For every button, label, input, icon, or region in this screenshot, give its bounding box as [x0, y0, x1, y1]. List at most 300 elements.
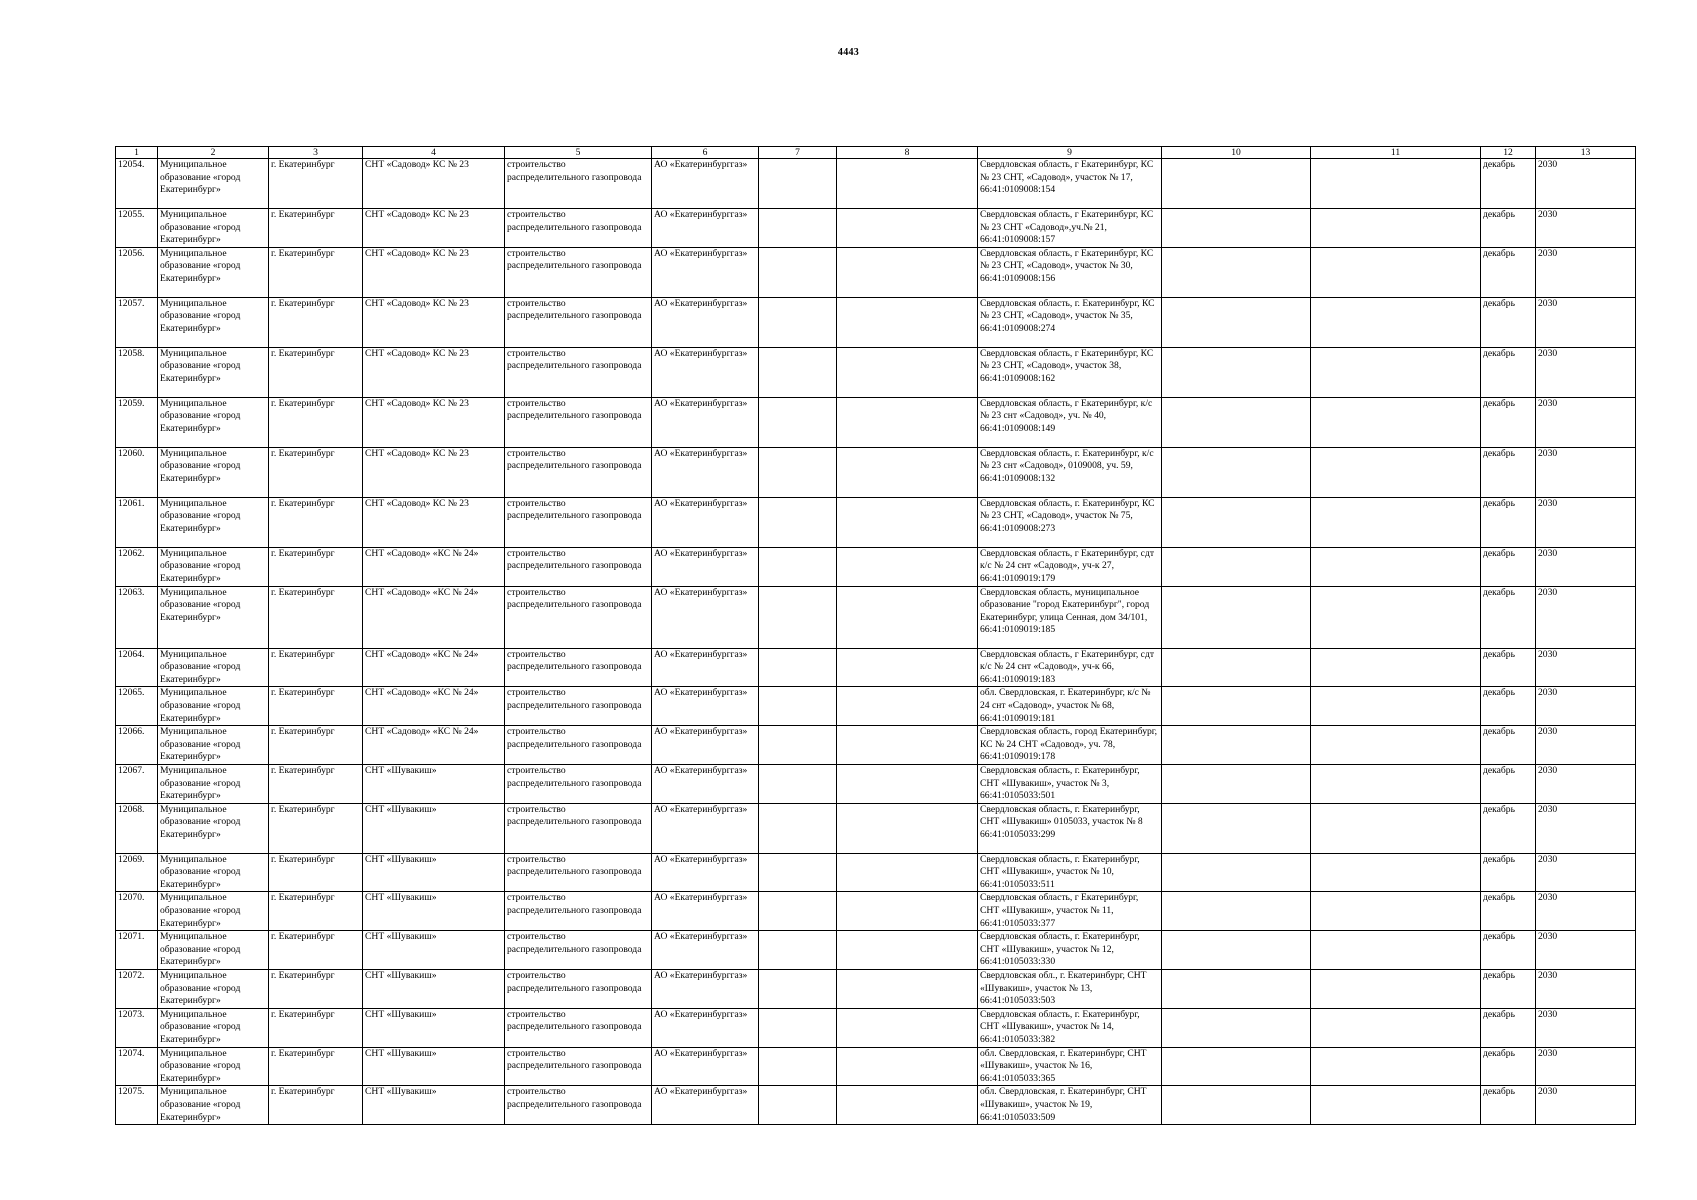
- address-cell: Свердловская область, г Екатеринбург, к/с № 23 снт «Садовод», уч. № 40, 66:41:0109008:149: [978, 397, 1162, 447]
- table-row: [116, 970, 1636, 1009]
- column-10-cell: [1162, 648, 1311, 687]
- column-10-cell: [1162, 447, 1311, 497]
- column-number-8: 8: [837, 147, 978, 159]
- year-cell: 2030: [1536, 159, 1636, 209]
- table-row: [116, 209, 1636, 248]
- snt-name-cell: СНТ «Садовод» «КС № 24»: [363, 586, 505, 648]
- address-cell: Свердловская область, г Екатеринбург, КС № 23 СНТ «Садовод»,уч.№ 21, 66:41:0109008:157: [978, 209, 1162, 248]
- city-cell: г. Екатеринбург: [269, 931, 363, 970]
- column-11-cell: [1311, 397, 1481, 447]
- address-cell: Свердловская область, г Екатеринбург, сдт к/с № 24 снт «Садовод», уч-к 66, 66:41:0109019:183: [978, 648, 1162, 687]
- column-8-cell: [837, 764, 978, 803]
- column-11-cell: [1311, 247, 1481, 297]
- column-10-cell: [1162, 159, 1311, 209]
- year-cell: 2030: [1536, 297, 1636, 347]
- table-row: [116, 1008, 1636, 1047]
- snt-name-cell: СНТ «Шувакиш»: [363, 853, 505, 892]
- address-cell: Свердловская область, г. Екатеринбург, СНТ «Шувакиш», участок № 3, 66:41:0105033:501: [978, 764, 1162, 803]
- column-number-2: 2: [158, 147, 269, 159]
- column-number-6: 6: [652, 147, 759, 159]
- column-7-cell: [759, 892, 837, 931]
- table-row: [116, 1047, 1636, 1086]
- municipality-cell: Муниципальное образование «город Екатеринбург»: [158, 726, 269, 765]
- city-cell: г. Екатеринбург: [269, 297, 363, 347]
- row-number-cell: 12062.: [116, 547, 158, 586]
- work-type-cell: строительство распределительного газопровода: [505, 687, 652, 726]
- table-row: [116, 648, 1636, 687]
- column-7-cell: [759, 297, 837, 347]
- address-cell: Свердловская область, г. Екатеринбург, СНТ «Шувакиш», участок № 12, 66:41:0105033:330: [978, 931, 1162, 970]
- column-7-cell: [759, 447, 837, 497]
- table-row: [116, 159, 1636, 209]
- city-cell: г. Екатеринбург: [269, 497, 363, 547]
- organization-cell: АО «Екатеринбурггаз»: [652, 1047, 759, 1086]
- municipality-cell: Муниципальное образование «город Екатеринбург»: [158, 648, 269, 687]
- table-row: [116, 497, 1636, 547]
- year-cell: 2030: [1536, 803, 1636, 853]
- column-11-cell: [1311, 1008, 1481, 1047]
- work-type-cell: строительство распределительного газопровода: [505, 547, 652, 586]
- year-cell: 2030: [1536, 931, 1636, 970]
- row-number-cell: 12066.: [116, 726, 158, 765]
- column-7-cell: [759, 586, 837, 648]
- column-11-cell: [1311, 853, 1481, 892]
- column-8-cell: [837, 892, 978, 931]
- municipality-cell: Муниципальное образование «город Екатеринбург»: [158, 447, 269, 497]
- organization-cell: АО «Екатеринбурггаз»: [652, 1086, 759, 1125]
- snt-name-cell: СНТ «Садовод» «КС № 24»: [363, 687, 505, 726]
- work-type-cell: строительство распределительного газопровода: [505, 397, 652, 447]
- month-cell: декабрь: [1481, 547, 1536, 586]
- column-11-cell: [1311, 159, 1481, 209]
- row-number-cell: 12074.: [116, 1047, 158, 1086]
- address-cell: Свердловская область, г Екатеринбург, КС № 23 СНТ, «Садовод», участок 38, 66:41:0109008:162: [978, 347, 1162, 397]
- column-number-3: 3: [269, 147, 363, 159]
- organization-cell: АО «Екатеринбурггаз»: [652, 853, 759, 892]
- column-number-row: [116, 147, 1636, 159]
- month-cell: декабрь: [1481, 497, 1536, 547]
- column-10-cell: [1162, 687, 1311, 726]
- table-row: [116, 803, 1636, 853]
- city-cell: г. Екатеринбург: [269, 687, 363, 726]
- table-row: [116, 586, 1636, 648]
- page-number: 4443: [837, 47, 860, 58]
- snt-name-cell: СНТ «Садовод» КС № 23: [363, 159, 505, 209]
- column-10-cell: [1162, 247, 1311, 297]
- month-cell: декабрь: [1481, 586, 1536, 648]
- month-cell: декабрь: [1481, 247, 1536, 297]
- city-cell: г. Екатеринбург: [269, 1047, 363, 1086]
- municipality-cell: Муниципальное образование «город Екатеринбург»: [158, 586, 269, 648]
- column-8-cell: [837, 497, 978, 547]
- municipality-cell: Муниципальное образование «город Екатеринбург»: [158, 931, 269, 970]
- row-number-cell: 12059.: [116, 397, 158, 447]
- column-10-cell: [1162, 397, 1311, 447]
- table-row: [116, 447, 1636, 497]
- address-cell: Свердловская область, г. Екатеринбург, СНТ «Шувакиш», участок № 14, 66:41:0105033:382: [978, 1008, 1162, 1047]
- organization-cell: АО «Екатеринбурггаз»: [652, 209, 759, 248]
- month-cell: декабрь: [1481, 803, 1536, 853]
- municipality-cell: Муниципальное образование «город Екатеринбург»: [158, 347, 269, 397]
- snt-name-cell: СНТ «Шувакиш»: [363, 1086, 505, 1125]
- address-cell: Свердловская область, г. Екатеринбург, КС № 23 СНТ, «Садовод», участок № 35, 66:41:0109008:274: [978, 297, 1162, 347]
- column-number-11: 11: [1311, 147, 1481, 159]
- column-8-cell: [837, 931, 978, 970]
- organization-cell: АО «Екатеринбурггаз»: [652, 586, 759, 648]
- year-cell: 2030: [1536, 970, 1636, 1009]
- snt-name-cell: СНТ «Садовод» «КС № 24»: [363, 547, 505, 586]
- snt-name-cell: СНТ «Садовод» КС № 23: [363, 209, 505, 248]
- column-8-cell: [837, 297, 978, 347]
- column-7-cell: [759, 497, 837, 547]
- column-7-cell: [759, 648, 837, 687]
- work-type-cell: строительство распределительного газопровода: [505, 931, 652, 970]
- year-cell: 2030: [1536, 209, 1636, 248]
- table-row: [116, 931, 1636, 970]
- year-cell: 2030: [1536, 1086, 1636, 1125]
- row-number-cell: 12054.: [116, 159, 158, 209]
- month-cell: декабрь: [1481, 764, 1536, 803]
- year-cell: 2030: [1536, 397, 1636, 447]
- year-cell: 2030: [1536, 497, 1636, 547]
- month-cell: декабрь: [1481, 1008, 1536, 1047]
- organization-cell: АО «Екатеринбурггаз»: [652, 764, 759, 803]
- column-number-9: 9: [978, 147, 1162, 159]
- column-number-10: 10: [1162, 147, 1311, 159]
- address-cell: Свердловская область, г. Екатеринбург, КС № 23 СНТ, «Садовод», участок № 75, 66:41:0109008:273: [978, 497, 1162, 547]
- address-cell: Свердловская обл., г. Екатеринбург, СНТ «Шувакиш», участок № 13, 66:41:0105033:503: [978, 970, 1162, 1009]
- work-type-cell: строительство распределительного газопровода: [505, 1008, 652, 1047]
- work-type-cell: строительство распределительного газопровода: [505, 347, 652, 397]
- snt-name-cell: СНТ «Садовод» «КС № 24»: [363, 648, 505, 687]
- column-11-cell: [1311, 970, 1481, 1009]
- address-cell: Свердловская область, г. Екатеринбург, СНТ «Шувакиш», участок № 10, 66:41:0105033:511: [978, 853, 1162, 892]
- column-8-cell: [837, 1047, 978, 1086]
- city-cell: г. Екатеринбург: [269, 1086, 363, 1125]
- data-table: [115, 146, 1636, 1125]
- municipality-cell: Муниципальное образование «город Екатеринбург»: [158, 970, 269, 1009]
- row-number-cell: 12075.: [116, 1086, 158, 1125]
- column-7-cell: [759, 159, 837, 209]
- work-type-cell: строительство распределительного газопровода: [505, 247, 652, 297]
- address-cell: обл. Свердловская, г. Екатеринбург, к/с № 24 снт «Садовод», участок № 68, 66:41:0109019:181: [978, 687, 1162, 726]
- row-number-cell: 12071.: [116, 931, 158, 970]
- column-7-cell: [759, 803, 837, 853]
- year-cell: 2030: [1536, 892, 1636, 931]
- address-cell: обл. Свердловская, г. Екатеринбург, СНТ «Шувакиш», участок № 16, 66:41:0105033:365: [978, 1047, 1162, 1086]
- municipality-cell: Муниципальное образование «город Екатеринбург»: [158, 853, 269, 892]
- month-cell: декабрь: [1481, 397, 1536, 447]
- column-number-13: 13: [1536, 147, 1636, 159]
- municipality-cell: Муниципальное образование «город Екатеринбург»: [158, 892, 269, 931]
- row-number-cell: 12067.: [116, 764, 158, 803]
- snt-name-cell: СНТ «Садовод» КС № 23: [363, 247, 505, 297]
- organization-cell: АО «Екатеринбурггаз»: [652, 803, 759, 853]
- table-row: [116, 247, 1636, 297]
- work-type-cell: строительство распределительного газопровода: [505, 497, 652, 547]
- municipality-cell: Муниципальное образование «город Екатеринбург»: [158, 397, 269, 447]
- work-type-cell: строительство распределительного газопровода: [505, 297, 652, 347]
- year-cell: 2030: [1536, 247, 1636, 297]
- city-cell: г. Екатеринбург: [269, 547, 363, 586]
- column-11-cell: [1311, 648, 1481, 687]
- column-11-cell: [1311, 547, 1481, 586]
- column-10-cell: [1162, 764, 1311, 803]
- column-11-cell: [1311, 726, 1481, 765]
- year-cell: 2030: [1536, 648, 1636, 687]
- address-cell: Свердловская область, г. Екатеринбург, к/с № 23 снт «Садовод», 0109008, уч. 59, 66:41:0109008:132: [978, 447, 1162, 497]
- month-cell: декабрь: [1481, 970, 1536, 1009]
- row-number-cell: 12061.: [116, 497, 158, 547]
- organization-cell: АО «Екатеринбурггаз»: [652, 397, 759, 447]
- column-11-cell: [1311, 347, 1481, 397]
- column-10-cell: [1162, 297, 1311, 347]
- column-11-cell: [1311, 297, 1481, 347]
- work-type-cell: строительство распределительного газопровода: [505, 726, 652, 765]
- month-cell: декабрь: [1481, 1047, 1536, 1086]
- column-10-cell: [1162, 970, 1311, 1009]
- column-number-12: 12: [1481, 147, 1536, 159]
- column-8-cell: [837, 247, 978, 297]
- municipality-cell: Муниципальное образование «город Екатеринбург»: [158, 687, 269, 726]
- table-row: [116, 726, 1636, 765]
- municipality-cell: Муниципальное образование «город Екатеринбург»: [158, 247, 269, 297]
- address-cell: Свердловская область, г Екатеринбург, КС № 23 СНТ, «Садовод», участок № 17, 66:41:0109008:154: [978, 159, 1162, 209]
- column-7-cell: [759, 931, 837, 970]
- column-8-cell: [837, 1008, 978, 1047]
- work-type-cell: строительство распределительного газопровода: [505, 1047, 652, 1086]
- snt-name-cell: СНТ «Садовод» «КС № 24»: [363, 726, 505, 765]
- row-number-cell: 12070.: [116, 892, 158, 931]
- year-cell: 2030: [1536, 764, 1636, 803]
- column-10-cell: [1162, 347, 1311, 397]
- municipality-cell: Муниципальное образование «город Екатеринбург»: [158, 497, 269, 547]
- municipality-cell: Муниципальное образование «город Екатеринбург»: [158, 297, 269, 347]
- city-cell: г. Екатеринбург: [269, 159, 363, 209]
- month-cell: декабрь: [1481, 1086, 1536, 1125]
- work-type-cell: строительство распределительного газопровода: [505, 1086, 652, 1125]
- column-number-4: 4: [363, 147, 505, 159]
- month-cell: декабрь: [1481, 931, 1536, 970]
- city-cell: г. Екатеринбург: [269, 803, 363, 853]
- city-cell: г. Екатеринбург: [269, 397, 363, 447]
- column-8-cell: [837, 687, 978, 726]
- address-cell: Свердловская область, город Екатеринбург, КС № 24 СНТ «Садовод», уч. 78, 66:41:0109019:178: [978, 726, 1162, 765]
- table-row: [116, 347, 1636, 397]
- table-row: [116, 547, 1636, 586]
- address-cell: Свердловская область, г Екатеринбург, сдт к/с № 24 снт «Садовод», уч-к 27, 66:41:0109019:179: [978, 547, 1162, 586]
- column-10-cell: [1162, 547, 1311, 586]
- column-11-cell: [1311, 892, 1481, 931]
- column-8-cell: [837, 1086, 978, 1125]
- organization-cell: АО «Екатеринбурггаз»: [652, 892, 759, 931]
- month-cell: декабрь: [1481, 726, 1536, 765]
- city-cell: г. Екатеринбург: [269, 648, 363, 687]
- city-cell: г. Екатеринбург: [269, 970, 363, 1009]
- month-cell: декабрь: [1481, 853, 1536, 892]
- organization-cell: АО «Екатеринбурггаз»: [652, 1008, 759, 1047]
- column-7-cell: [759, 1086, 837, 1125]
- column-11-cell: [1311, 1086, 1481, 1125]
- city-cell: г. Екатеринбург: [269, 247, 363, 297]
- row-number-cell: 12065.: [116, 687, 158, 726]
- column-7-cell: [759, 764, 837, 803]
- snt-name-cell: СНТ «Садовод» КС № 23: [363, 297, 505, 347]
- column-10-cell: [1162, 1047, 1311, 1086]
- organization-cell: АО «Екатеринбурггаз»: [652, 247, 759, 297]
- column-10-cell: [1162, 497, 1311, 547]
- table-row: [116, 687, 1636, 726]
- column-8-cell: [837, 547, 978, 586]
- municipality-cell: Муниципальное образование «город Екатеринбург»: [158, 547, 269, 586]
- month-cell: декабрь: [1481, 159, 1536, 209]
- year-cell: 2030: [1536, 547, 1636, 586]
- column-7-cell: [759, 726, 837, 765]
- column-10-cell: [1162, 726, 1311, 765]
- column-8-cell: [837, 648, 978, 687]
- column-7-cell: [759, 970, 837, 1009]
- column-8-cell: [837, 397, 978, 447]
- column-10-cell: [1162, 209, 1311, 248]
- organization-cell: АО «Екатеринбурггаз»: [652, 687, 759, 726]
- municipality-cell: Муниципальное образование «город Екатеринбург»: [158, 1047, 269, 1086]
- month-cell: декабрь: [1481, 648, 1536, 687]
- month-cell: декабрь: [1481, 297, 1536, 347]
- work-type-cell: строительство распределительного газопровода: [505, 447, 652, 497]
- year-cell: 2030: [1536, 347, 1636, 397]
- column-11-cell: [1311, 764, 1481, 803]
- snt-name-cell: СНТ «Шувакиш»: [363, 1047, 505, 1086]
- address-cell: Свердловская область, г Екатеринбург, СНТ «Шувакиш», участок № 11, 66:41:0105033:377: [978, 892, 1162, 931]
- municipality-cell: Муниципальное образование «город Екатеринбург»: [158, 159, 269, 209]
- address-cell: Свердловская область, муниципальное образование "город Екатеринбург", город Екатеринбург, улица Сенная, дом 34/101, 66:41:0109019:185: [978, 586, 1162, 648]
- column-7-cell: [759, 687, 837, 726]
- municipality-cell: Муниципальное образование «город Екатеринбург»: [158, 764, 269, 803]
- city-cell: г. Екатеринбург: [269, 892, 363, 931]
- organization-cell: АО «Екатеринбурггаз»: [652, 648, 759, 687]
- row-number-cell: 12068.: [116, 803, 158, 853]
- municipality-cell: Муниципальное образование «город Екатеринбург»: [158, 1008, 269, 1047]
- column-10-cell: [1162, 586, 1311, 648]
- row-number-cell: 12056.: [116, 247, 158, 297]
- snt-name-cell: СНТ «Садовод» КС № 23: [363, 347, 505, 397]
- column-10-cell: [1162, 1008, 1311, 1047]
- work-type-cell: строительство распределительного газопровода: [505, 853, 652, 892]
- work-type-cell: строительство распределительного газопровода: [505, 209, 652, 248]
- snt-name-cell: СНТ «Шувакиш»: [363, 892, 505, 931]
- column-8-cell: [837, 586, 978, 648]
- table-row: [116, 764, 1636, 803]
- column-8-cell: [837, 803, 978, 853]
- snt-name-cell: СНТ «Шувакиш»: [363, 803, 505, 853]
- row-number-cell: 12069.: [116, 853, 158, 892]
- column-8-cell: [837, 970, 978, 1009]
- column-8-cell: [837, 726, 978, 765]
- column-number-7: 7: [759, 147, 837, 159]
- column-11-cell: [1311, 497, 1481, 547]
- city-cell: г. Екатеринбург: [269, 586, 363, 648]
- row-number-cell: 12073.: [116, 1008, 158, 1047]
- column-8-cell: [837, 853, 978, 892]
- year-cell: 2030: [1536, 853, 1636, 892]
- column-8-cell: [837, 159, 978, 209]
- column-7-cell: [759, 397, 837, 447]
- column-7-cell: [759, 1047, 837, 1086]
- column-11-cell: [1311, 586, 1481, 648]
- column-11-cell: [1311, 803, 1481, 853]
- snt-name-cell: СНТ «Шувакиш»: [363, 764, 505, 803]
- month-cell: декабрь: [1481, 209, 1536, 248]
- organization-cell: АО «Екатеринбурггаз»: [652, 726, 759, 765]
- column-7-cell: [759, 209, 837, 248]
- month-cell: декабрь: [1481, 687, 1536, 726]
- city-cell: г. Екатеринбург: [269, 726, 363, 765]
- column-11-cell: [1311, 447, 1481, 497]
- row-number-cell: 12072.: [116, 970, 158, 1009]
- city-cell: г. Екатеринбург: [269, 1008, 363, 1047]
- organization-cell: АО «Екатеринбурггаз»: [652, 970, 759, 1009]
- organization-cell: АО «Екатеринбурггаз»: [652, 297, 759, 347]
- municipality-cell: Муниципальное образование «город Екатеринбург»: [158, 209, 269, 248]
- column-10-cell: [1162, 803, 1311, 853]
- row-number-cell: 12057.: [116, 297, 158, 347]
- column-number-5: 5: [505, 147, 652, 159]
- month-cell: декабрь: [1481, 347, 1536, 397]
- organization-cell: АО «Екатеринбурггаз»: [652, 447, 759, 497]
- column-7-cell: [759, 347, 837, 397]
- month-cell: декабрь: [1481, 447, 1536, 497]
- month-cell: декабрь: [1481, 892, 1536, 931]
- row-number-cell: 12063.: [116, 586, 158, 648]
- column-10-cell: [1162, 892, 1311, 931]
- column-8-cell: [837, 347, 978, 397]
- organization-cell: АО «Екатеринбурггаз»: [652, 159, 759, 209]
- column-11-cell: [1311, 687, 1481, 726]
- column-11-cell: [1311, 931, 1481, 970]
- year-cell: 2030: [1536, 687, 1636, 726]
- year-cell: 2030: [1536, 586, 1636, 648]
- table-row: [116, 397, 1636, 447]
- snt-name-cell: СНТ «Шувакиш»: [363, 1008, 505, 1047]
- column-7-cell: [759, 247, 837, 297]
- table-row: [116, 892, 1636, 931]
- work-type-cell: строительство распределительного газопровода: [505, 970, 652, 1009]
- column-11-cell: [1311, 1047, 1481, 1086]
- work-type-cell: строительство распределительного газопровода: [505, 892, 652, 931]
- column-10-cell: [1162, 853, 1311, 892]
- row-number-cell: 12055.: [116, 209, 158, 248]
- table-row: [116, 1086, 1636, 1125]
- work-type-cell: строительство распределительного газопровода: [505, 586, 652, 648]
- city-cell: г. Екатеринбург: [269, 209, 363, 248]
- city-cell: г. Екатеринбург: [269, 764, 363, 803]
- column-10-cell: [1162, 1086, 1311, 1125]
- column-11-cell: [1311, 209, 1481, 248]
- address-cell: обл. Свердловская, г. Екатеринбург, СНТ «Шувакиш», участок № 19, 66:41:0105033:509: [978, 1086, 1162, 1125]
- work-type-cell: строительство распределительного газопровода: [505, 159, 652, 209]
- address-cell: Свердловская область, г. Екатеринбург, СНТ «Шувакиш» 0105033, участок № 8 66:41:0105033:299: [978, 803, 1162, 853]
- year-cell: 2030: [1536, 726, 1636, 765]
- organization-cell: АО «Екатеринбурггаз»: [652, 931, 759, 970]
- year-cell: 2030: [1536, 447, 1636, 497]
- organization-cell: АО «Екатеринбурггаз»: [652, 497, 759, 547]
- work-type-cell: строительство распределительного газопровода: [505, 648, 652, 687]
- work-type-cell: строительство распределительного газопровода: [505, 764, 652, 803]
- row-number-cell: 12058.: [116, 347, 158, 397]
- table-row: [116, 853, 1636, 892]
- city-cell: г. Екатеринбург: [269, 853, 363, 892]
- snt-name-cell: СНТ «Садовод» КС № 23: [363, 497, 505, 547]
